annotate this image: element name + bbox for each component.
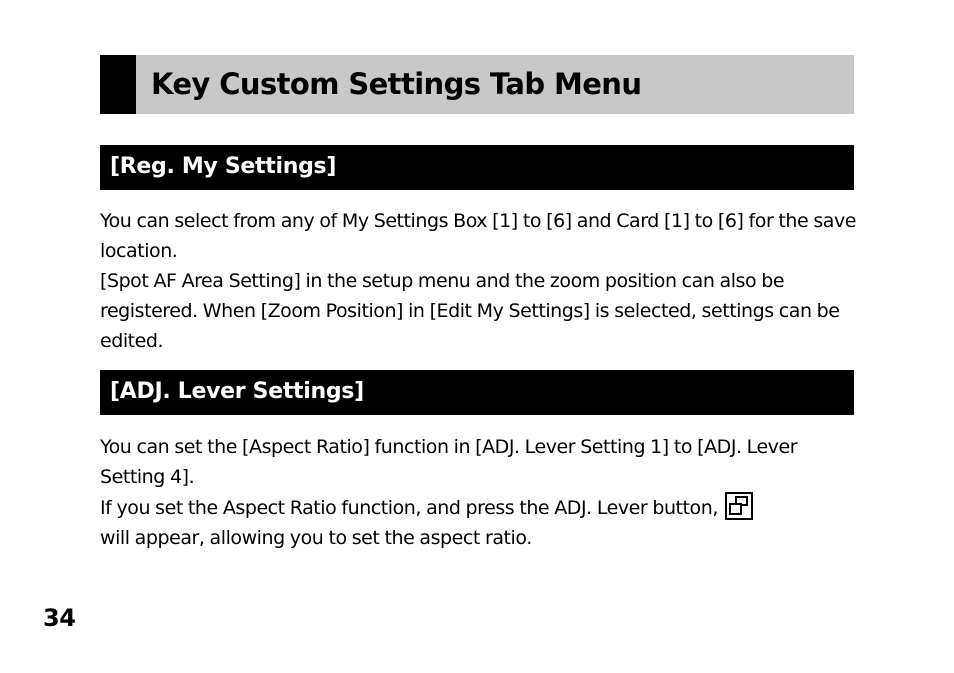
section-heading-reg-my-settings bbox=[100, 145, 854, 190]
page-title-bar bbox=[100, 55, 854, 114]
section-body-reg-my-settings bbox=[100, 206, 860, 356]
section-heading-label: [ADJ. Lever Settings] bbox=[110, 379, 364, 404]
paragraph-text-before-icon: If you set the Aspect Ratio function, and press the ADJ. Lever button, bbox=[100, 497, 718, 519]
paragraph-with-icon bbox=[100, 492, 860, 553]
aspect-ratio-icon bbox=[725, 492, 753, 520]
paragraph-text-after-icon: will appear, allowing you to set the aspect ratio. bbox=[100, 527, 532, 549]
section-body-adj-lever-settings bbox=[100, 432, 860, 553]
page-title: Key Custom Settings Tab Menu bbox=[151, 67, 642, 101]
page-number: 34 bbox=[43, 604, 76, 632]
section-heading-adj-lever-settings bbox=[100, 370, 854, 415]
paragraph: You can select from any of My Settings Box [1] to [6] and Card [1] to [6] for the save location. bbox=[100, 210, 857, 262]
section-heading-label: [Reg. My Settings] bbox=[110, 154, 337, 179]
paragraph: [Spot AF Area Setting] in the setup menu and the zoom position can also be registered. When [Zoom Position] in [Edit My Settings] is selected, settings can be edited. bbox=[100, 270, 840, 352]
paragraph: You can set the [Aspect Ratio] function in [ADJ. Lever Setting 1] to [ADJ. Lever Setting 4]. bbox=[100, 436, 798, 488]
title-accent-block bbox=[100, 55, 136, 114]
